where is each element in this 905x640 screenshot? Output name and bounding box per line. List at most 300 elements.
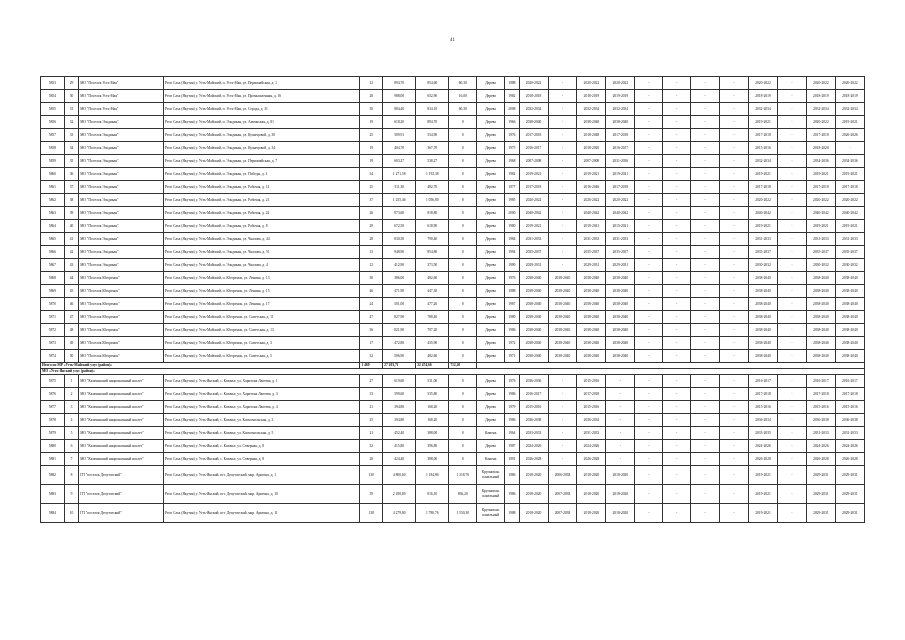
- cell-work-6: -: [663, 465, 691, 484]
- cell-work-10: -: [777, 413, 806, 426]
- cell-total-area: 599,60: [383, 387, 416, 400]
- cell-flat-count: 130: [360, 465, 383, 484]
- table-row: [41, 129, 865, 142]
- cell-work-3: 2020-2022: [577, 194, 606, 207]
- cell-work-2: -: [548, 220, 577, 233]
- cell-living-area: 168,20: [416, 400, 449, 413]
- cell-work-1: 2038-2040: [519, 337, 548, 350]
- total-label: Итого по МР «Усть-Майский улус (район)»: [41, 363, 360, 369]
- cell-row-number: 40: [64, 220, 78, 233]
- cell-nonliving-area: 60,30: [449, 103, 477, 116]
- cell-work-8: -: [720, 181, 749, 194]
- cell-reg-number: 5880: [41, 439, 65, 452]
- cell-work-2: -: [548, 207, 577, 220]
- cell-work-3: 2015-2016: [577, 400, 606, 413]
- cell-work-5: -: [635, 129, 663, 142]
- cell-work-7: -: [691, 90, 720, 103]
- cell-work-11: 2020-2022: [806, 194, 835, 207]
- cell-work-2: -: [548, 426, 577, 439]
- cell-work-8: -: [720, 400, 749, 413]
- cell-work-11: 2020-2022: [806, 116, 835, 129]
- cell-address: Респ Саха (Якутия) у. Усть-Майский, п. Югоренок, ул. Советская, д. 11: [164, 311, 360, 324]
- cell-total-area: 424,40: [383, 452, 416, 465]
- cell-work-3: 2007-2008: [577, 155, 606, 168]
- cell-living-area: 388,00: [416, 452, 449, 465]
- cell-row-number: 48: [64, 324, 78, 337]
- cell-work-4: -: [606, 387, 635, 400]
- cell-work-11: 2024-2026: [806, 439, 835, 452]
- cell-work-7: -: [691, 465, 720, 484]
- cell-wall-material: Дерево: [477, 207, 505, 220]
- cell-work-10: -: [777, 103, 806, 116]
- cell-work-4: 2017-2018: [606, 181, 635, 194]
- cell-work-6: -: [663, 181, 691, 194]
- cell-living-area: 618,90: [416, 220, 449, 233]
- cell-total-area: 452,40: [383, 426, 416, 439]
- cell-build-year: 1980: [505, 220, 519, 233]
- cell-work-9: 2024-2026: [749, 439, 778, 452]
- cell-work-2: 2007-2038: [548, 484, 577, 503]
- cell-wall-material: Дерево: [477, 181, 505, 194]
- cell-flat-count: 24: [360, 298, 383, 311]
- cell-work-11: 2019-2021: [806, 220, 835, 233]
- cell-work-12: 2029-2031: [835, 465, 864, 484]
- cell-work-7: -: [691, 337, 720, 350]
- cell-work-11: 2029-2031: [806, 503, 835, 522]
- cell-work-5: -: [635, 400, 663, 413]
- cell-work-3: 2038-2040: [577, 285, 606, 298]
- cell-reg-number: 5855: [41, 103, 65, 116]
- cell-living-area: 367,70: [416, 142, 449, 155]
- cell-work-6: -: [663, 77, 691, 90]
- cell-work-4: 2031-2036: [606, 155, 635, 168]
- page-number: 41: [450, 38, 455, 43]
- cell-work-11: 2015-2016: [806, 400, 835, 413]
- cell-address: Респ Саха (Якутия) у. Усть-Майский, п. Эльдикан, ул. Амгинская, д. 81: [164, 116, 360, 129]
- cell-org-name: МО "Поселок Югоренок": [79, 324, 164, 337]
- cell-row-number: 8: [64, 465, 78, 484]
- cell-nonliving-area: 60,30: [449, 77, 477, 90]
- cell-work-3: 2026-2028: [577, 452, 606, 465]
- cell-work-12: 2038-2040: [835, 311, 864, 324]
- cell-work-2: -: [548, 155, 577, 168]
- cell-total-area: 506,90: [383, 350, 416, 363]
- cell-living-area: 797,20: [416, 324, 449, 337]
- cell-work-4: -: [606, 426, 635, 439]
- cell-wall-material: Дерево: [477, 387, 505, 400]
- cell-reg-number: 5859: [41, 155, 65, 168]
- cell-work-6: -: [663, 142, 691, 155]
- cell-work-1: 2024-2026: [519, 439, 548, 452]
- cell-nonliving-area: 16,00: [449, 90, 477, 103]
- cell-work-1: 2017-2018: [519, 181, 548, 194]
- cell-work-12: 2038-2040: [835, 350, 864, 363]
- cell-work-11: 2030-2032: [806, 259, 835, 272]
- cell-work-10: -: [777, 439, 806, 452]
- cell-work-6: -: [663, 272, 691, 285]
- cell-wall-material: Дерево: [477, 272, 505, 285]
- cell-total-area: 884,40: [383, 103, 416, 116]
- cell-nonliving-area: 836,20: [449, 484, 477, 503]
- cell-work-8: -: [720, 350, 749, 363]
- cell-work-4: -: [606, 452, 635, 465]
- cell-work-2: -: [548, 142, 577, 155]
- cell-org-name: МО "Поселок Эльдикан": [79, 233, 164, 246]
- cell-work-5: -: [635, 311, 663, 324]
- cell-work-7: -: [691, 220, 720, 233]
- cell-reg-number: 5882: [41, 465, 65, 484]
- cell-wall-material: Дерево: [477, 400, 505, 413]
- cell-address: Респ Саха (Якутия) у. Усть-Янский, с. Казачье, ул. Комсомольская, д. 3: [164, 413, 360, 426]
- table-row: [41, 155, 865, 168]
- cell-work-8: -: [720, 259, 749, 272]
- cell-work-4: -: [606, 413, 635, 426]
- cell-address: Респ Саха (Якутия) у. Усть-Майский, п. Эльдикан, ул. Кузнецовой, д. 30: [164, 129, 360, 142]
- cell-nonliving-area: 0: [449, 337, 477, 350]
- cell-total-area: 988,00: [383, 90, 416, 103]
- cell-work-2: -: [548, 77, 577, 90]
- cell-work-11: 2032-2034: [806, 103, 835, 116]
- cell-work-10: -: [777, 207, 806, 220]
- cell-work-4: 2035-2037: [606, 246, 635, 259]
- cell-work-6: -: [663, 194, 691, 207]
- cell-work-3: 2018-2048: [577, 129, 606, 142]
- table-row: [41, 298, 865, 311]
- cell-work-7: -: [691, 439, 720, 452]
- cell-work-9: 2017-2018: [749, 387, 778, 400]
- cell-wall-material: Дерево: [477, 350, 505, 363]
- cell-wall-material: Крупнопан. панельный: [477, 465, 505, 484]
- cell-work-1: 2038-2040: [519, 350, 548, 363]
- cell-work-10: -: [777, 233, 806, 246]
- cell-work-10: -: [777, 246, 806, 259]
- cell-work-2: -: [548, 90, 577, 103]
- cell-work-11: 2034-2036: [806, 155, 835, 168]
- cell-org-name: ГП "поселок Депутатский": [79, 465, 164, 484]
- cell-work-12: 2038-2040: [835, 272, 864, 285]
- table-row: [41, 220, 865, 233]
- cell-address: Респ Саха (Якутия) у. Усть-Майский, п. Эльдикан, ул. Чкалова, д. 4: [164, 259, 360, 272]
- cell-work-1: 2036-2038: [519, 413, 548, 426]
- cell-work-10: -: [777, 259, 806, 272]
- cell-nonliving-area: 0: [449, 259, 477, 272]
- cell-work-10: -: [777, 168, 806, 181]
- cell-work-5: -: [635, 181, 663, 194]
- cell-work-5: -: [635, 194, 663, 207]
- cell-row-number: 43: [64, 259, 78, 272]
- cell-reg-number: 5876: [41, 387, 65, 400]
- cell-wall-material: Дерево: [477, 142, 505, 155]
- table-row: [41, 350, 865, 363]
- cell-flat-count: 28: [360, 233, 383, 246]
- cell-work-5: -: [635, 465, 663, 484]
- cell-address: Респ Саха (Якутия) у. Усть-Майский, п. Югоренок, ул. Советская, д. 13: [164, 324, 360, 337]
- cell-work-5: -: [635, 103, 663, 116]
- cell-org-name: МО "Поселок Югоренок": [79, 350, 164, 363]
- cell-work-8: -: [720, 155, 749, 168]
- cell-work-10: -: [777, 298, 806, 311]
- cell-work-12: 2034-2036: [835, 155, 864, 168]
- cell-living-area: 652,90: [416, 90, 449, 103]
- cell-total-area: 603,27: [383, 155, 416, 168]
- cell-work-1: 2016-2017: [519, 387, 548, 400]
- cell-reg-number: 5877: [41, 400, 65, 413]
- cell-work-7: -: [691, 77, 720, 90]
- cell-work-2: -: [548, 374, 577, 387]
- cell-flat-count: 12: [360, 259, 383, 272]
- cell-work-12: 2036-2038: [835, 413, 864, 426]
- cell-nonliving-area: 0: [449, 439, 477, 452]
- cell-org-name: МО "Поселок Усть-Мая": [79, 77, 164, 90]
- cell-build-year: 1990: [505, 259, 519, 272]
- cell-org-name: МО "Поселок Усть-Мая": [79, 90, 164, 103]
- cell-address: Респ Саха (Якутия) у. Усть-Янский, пгт. Депутатский, мкр. Арктика, д. 10: [164, 484, 360, 503]
- cell-work-8: -: [720, 129, 749, 142]
- cell-work-6: -: [663, 90, 691, 103]
- cell-org-name: МО "Поселок Югоренок": [79, 298, 164, 311]
- cell-work-12: 2017-2018: [835, 387, 864, 400]
- cell-build-year: 1977: [505, 181, 519, 194]
- cell-work-2: -: [548, 168, 577, 181]
- cell-total-area: 894,70: [383, 77, 416, 90]
- cell-work-1: 2026-2028: [519, 452, 548, 465]
- cell-work-5: -: [635, 90, 663, 103]
- cell-reg-number: 5854: [41, 90, 65, 103]
- cell-work-5: -: [635, 116, 663, 129]
- cell-work-9: 2032-2034: [749, 103, 778, 116]
- cell-work-9: 2019-2021: [749, 503, 778, 522]
- cell-reg-number: 5862: [41, 194, 65, 207]
- cell-work-2: -: [548, 129, 577, 142]
- cell-nonliving-area: 0: [449, 155, 477, 168]
- cell-work-4: 2032-2034: [606, 103, 635, 116]
- cell-address: Респ Саха (Якутия) у. Усть-Майский, п. Югоренок, ул. Советская, д. 5: [164, 350, 360, 363]
- cell-work-10: -: [777, 90, 806, 103]
- cell-work-12: -: [835, 142, 864, 155]
- cell-build-year: 1979: [505, 400, 519, 413]
- cell-work-3: 2018-2019: [577, 90, 606, 103]
- cell-wall-material: Камень: [477, 452, 505, 465]
- cell-row-number: 45: [64, 285, 78, 298]
- cell-build-year: 1976: [505, 374, 519, 387]
- cell-work-2: -: [548, 400, 577, 413]
- cell-work-2: 2038-2040: [548, 350, 577, 363]
- cell-row-number: 30: [64, 90, 78, 103]
- cell-row-number: 50: [64, 350, 78, 363]
- table-row: [41, 272, 865, 285]
- cell-work-11: 2018-2020: [806, 142, 835, 155]
- cell-work-8: -: [720, 77, 749, 90]
- cell-total-area: 619,60: [383, 374, 416, 387]
- cell-work-12: 2038-2040: [835, 285, 864, 298]
- cell-work-3: 2035-2037: [577, 246, 606, 259]
- cell-nonliving-area: 1 318,70: [449, 465, 477, 484]
- cell-work-8: -: [720, 272, 749, 285]
- cell-work-6: -: [663, 337, 691, 350]
- cell-address: Респ Саха (Якутия) у. Усть-Майский, п. Усть-Мая, ул. Первомайская, д. 1: [164, 77, 360, 90]
- cell-work-10: -: [777, 142, 806, 155]
- cell-work-11: 2026-2028: [806, 452, 835, 465]
- cell-work-4: 2038-2040: [606, 272, 635, 285]
- cell-flat-count: 19: [360, 142, 383, 155]
- cell-org-name: МО "Поселок Эльдикан": [79, 194, 164, 207]
- cell-reg-number: 5874: [41, 350, 65, 363]
- cell-work-9: 2019-2021: [749, 220, 778, 233]
- cell-build-year: 1982: [505, 90, 519, 103]
- cell-address: Респ Саха (Якутия) у. Усть-Майский, п. Эльдикан, ул. Победы, д. 1: [164, 168, 360, 181]
- cell-wall-material: Дерево: [477, 374, 505, 387]
- cell-work-8: -: [720, 207, 749, 220]
- cell-org-name: МО "Поселок Эльдикан": [79, 129, 164, 142]
- cell-build-year: 1986: [505, 387, 519, 400]
- cell-flat-count: 20: [360, 452, 383, 465]
- cell-work-8: -: [720, 103, 749, 116]
- cell-address: Респ Саха (Якутия) у. Усть-Майский, п. Эльдикан, ул. Кузнецовой, д. 34: [164, 142, 360, 155]
- cell-work-8: -: [720, 452, 749, 465]
- cell-work-11: 2038-2040: [806, 272, 835, 285]
- cell-work-12: 2035-2037: [835, 246, 864, 259]
- cell-work-1: 2038-2040: [519, 311, 548, 324]
- table-row: [41, 387, 865, 400]
- cell-work-9: 2020-2022: [749, 77, 778, 90]
- cell-work-12: 2019-2021: [835, 168, 864, 181]
- cell-org-name: МО "Казачинский национальный наслег": [79, 413, 164, 426]
- cell-work-6: -: [663, 350, 691, 363]
- cell-org-name: МО "Казачинский национальный наслег": [79, 374, 164, 387]
- cell-work-4: 2038-2040: [606, 116, 635, 129]
- cell-wall-material: Дерево: [477, 116, 505, 129]
- cell-flat-count: 32: [360, 439, 383, 452]
- table-row: [41, 324, 865, 337]
- cell-flat-count: 21: [360, 400, 383, 413]
- cell-work-2: 2007-2038: [548, 503, 577, 522]
- cell-nonliving-area: 0: [449, 233, 477, 246]
- cell-work-5: -: [635, 337, 663, 350]
- cell-work-2: 2006-2038: [548, 465, 577, 484]
- cell-work-4: 2038-2040: [606, 298, 635, 311]
- cell-flat-count: 25: [360, 129, 383, 142]
- cell-total-area: 821,90: [383, 324, 416, 337]
- cell-work-7: -: [691, 503, 720, 522]
- cell-work-9: 2018-2019: [749, 90, 778, 103]
- cell-work-1: 2031-2033: [519, 233, 548, 246]
- cell-row-number: 9: [64, 484, 78, 503]
- cell-work-3: 2015-2016: [577, 374, 606, 387]
- cell-build-year: 1968: [505, 155, 519, 168]
- cell-build-year: 1976: [505, 129, 519, 142]
- cell-work-2: 2038-2040: [548, 324, 577, 337]
- cell-living-area: 396,80: [416, 439, 449, 452]
- cell-work-6: -: [663, 324, 691, 337]
- cell-work-4: 2038-2040: [606, 337, 635, 350]
- cell-work-11: 2017-2018: [806, 181, 835, 194]
- cell-work-4: -: [606, 400, 635, 413]
- cell-reg-number: 5866: [41, 246, 65, 259]
- cell-wall-material: Дерево: [477, 246, 505, 259]
- cell-work-5: -: [635, 452, 663, 465]
- table-row: [41, 400, 865, 413]
- cell-work-8: -: [720, 439, 749, 452]
- cell-work-6: -: [663, 374, 691, 387]
- total-nonliving-area: 712,20: [449, 363, 477, 369]
- cell-work-12: 2029-2031: [835, 484, 864, 503]
- cell-wall-material: Дерево: [477, 155, 505, 168]
- cell-work-11: 2017-2018: [806, 387, 835, 400]
- cell-work-3: 2017-2018: [577, 387, 606, 400]
- cell-row-number: 38: [64, 194, 78, 207]
- cell-living-area: 435,90: [416, 337, 449, 350]
- table-row: [41, 465, 865, 484]
- cell-living-area: 373,50: [416, 259, 449, 272]
- cell-work-4: 2031-2033: [606, 233, 635, 246]
- cell-work-8: -: [720, 246, 749, 259]
- cell-org-name: МО "Поселок Эльдикан": [79, 181, 164, 194]
- cell-work-7: -: [691, 259, 720, 272]
- cell-build-year: 1994: [505, 246, 519, 259]
- cell-reg-number: 5868: [41, 272, 65, 285]
- cell-living-area: 482,60: [416, 272, 449, 285]
- cell-work-4: -: [606, 439, 635, 452]
- cell-work-7: -: [691, 324, 720, 337]
- cell-work-8: -: [720, 90, 749, 103]
- cell-work-7: -: [691, 181, 720, 194]
- cell-work-5: -: [635, 207, 663, 220]
- cell-work-12: 2038-2040: [835, 324, 864, 337]
- cell-total-area: 618,20: [383, 116, 416, 129]
- cell-work-12: 2019-2021: [835, 220, 864, 233]
- cell-work-10: -: [777, 220, 806, 233]
- cell-work-10: -: [777, 452, 806, 465]
- cell-total-area: 415,80: [383, 439, 416, 452]
- cell-reg-number: 5872: [41, 324, 65, 337]
- cell-work-8: -: [720, 426, 749, 439]
- cell-work-12: 2019-2021: [835, 116, 864, 129]
- cell-work-3: 2038-2040: [577, 337, 606, 350]
- cell-nonliving-area: 0: [449, 298, 477, 311]
- cell-work-12: 2026-2026: [835, 129, 864, 142]
- cell-work-5: -: [635, 259, 663, 272]
- cell-work-8: -: [720, 387, 749, 400]
- cell-org-name: ГП "поселок Депутатский": [79, 484, 164, 503]
- group-header: МО «Усть-Янский улус (район)»: [41, 368, 865, 374]
- cell-flat-count: 25: [360, 181, 383, 194]
- cell-work-11: 2038-2040: [806, 311, 835, 324]
- cell-work-11: 2035-2037: [806, 246, 835, 259]
- cell-work-8: -: [720, 324, 749, 337]
- cell-work-5: -: [635, 155, 663, 168]
- cell-living-area: 1 056,80: [416, 194, 449, 207]
- cell-address: Респ Саха (Якутия) у. Усть-Майский, п. Эльдикан, ул. Первомайская, д. 7: [164, 155, 360, 168]
- cell-living-area: 447,30: [416, 285, 449, 298]
- cell-wall-material: Дерево: [477, 285, 505, 298]
- cell-work-4: -: [606, 374, 635, 387]
- cell-work-12: 2029-2031: [835, 503, 864, 522]
- cell-org-name: МО "Поселок Эльдикан": [79, 155, 164, 168]
- cell-work-1: 2018-2020: [519, 484, 548, 503]
- cell-work-6: -: [663, 259, 691, 272]
- cell-work-6: -: [663, 503, 691, 522]
- cell-org-name: МО "Казачинский национальный наслег": [79, 400, 164, 413]
- cell-work-7: -: [691, 272, 720, 285]
- cell-work-5: -: [635, 503, 663, 522]
- cell-work-3: 2016-2046: [577, 181, 606, 194]
- cell-total-area: 501,00: [383, 298, 416, 311]
- cell-reg-number: 5870: [41, 298, 65, 311]
- cell-reg-number: 5864: [41, 220, 65, 233]
- cell-work-4: 2038-2040: [606, 311, 635, 324]
- cell-work-11: 2038-2040: [806, 324, 835, 337]
- cell-row-number: 36: [64, 168, 78, 181]
